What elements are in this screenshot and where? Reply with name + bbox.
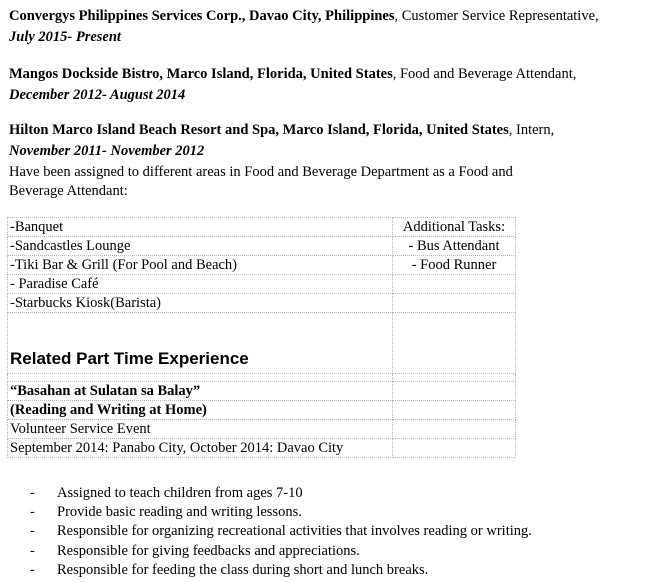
bullet-dash: - — [30, 504, 35, 521]
bullet-dash: - — [30, 561, 35, 578]
experience-description-line-1: Have been assigned to different areas in Food and Beverage Department as a Food and — [9, 164, 513, 180]
list-item — [30, 561, 532, 580]
table-row — [8, 313, 516, 374]
table-row — [8, 439, 516, 458]
empty-cell — [393, 420, 516, 439]
experience-entry-convergys — [9, 6, 644, 48]
experience-entry-hilton — [9, 120, 644, 162]
areas-table — [7, 217, 516, 458]
area-cell: -Banquet — [8, 218, 393, 237]
empty-cell — [8, 374, 393, 382]
table-row — [8, 374, 516, 382]
employment-period: December 2012- August 2014 — [9, 87, 186, 103]
empty-cell — [393, 382, 516, 401]
bullet-dash: - — [30, 523, 35, 540]
task-cell — [393, 275, 516, 294]
duty-text: Assigned to teach children from ages 7-10 — [57, 485, 303, 501]
list-item — [30, 503, 532, 522]
table-row — [8, 294, 516, 313]
event-type: Volunteer Service Event — [8, 420, 393, 439]
area-cell: - Paradise Café — [8, 275, 393, 294]
duty-text: Provide basic reading and writing lessons. — [57, 504, 302, 521]
experience-entry-mangos — [9, 64, 644, 106]
event-dates: September 2014: Panabo City, October 2014: Davao City — [8, 439, 393, 458]
job-role: , Food and Beverage Attendant, — [392, 66, 577, 82]
list-item — [30, 522, 532, 541]
employment-period: November 2011- November 2012 — [9, 143, 205, 159]
list-item — [30, 484, 532, 503]
task-cell: - Food Runner — [393, 256, 516, 275]
empty-cell — [393, 313, 516, 374]
table-row — [8, 420, 516, 439]
empty-cell — [393, 439, 516, 458]
table-row — [8, 382, 516, 401]
event-subtitle: (Reading and Writing at Home) — [8, 401, 393, 420]
duty-text: Responsible for giving feedbacks and appreciations. — [57, 542, 360, 559]
task-cell: - Bus Attendant — [393, 237, 516, 256]
area-cell: -Starbucks Kiosk(Barista) — [8, 294, 393, 313]
area-cell: -Sandcastles Lounge — [8, 237, 393, 256]
duties-list — [30, 484, 532, 580]
experience-description-line-2: Beverage Attendant: — [9, 183, 128, 199]
bullet-dash: - — [30, 542, 35, 559]
bullet-dash: - — [30, 485, 35, 501]
task-cell — [393, 294, 516, 313]
task-cell: Additional Tasks: — [393, 218, 516, 237]
table-row — [8, 401, 516, 420]
employer-name: Mangos Dockside Bistro, Marco Island, Florida, United States — [9, 66, 393, 82]
list-item — [30, 542, 532, 561]
empty-cell — [393, 401, 516, 420]
employer-name: Convergys Philippines Services Corp., Davao City, Philippines — [9, 8, 395, 24]
event-title: “Basahan at Sulatan sa Balay” — [8, 382, 393, 401]
employment-period: July 2015- Present — [9, 29, 121, 45]
section-heading-cell — [8, 313, 393, 374]
table-row — [8, 256, 516, 275]
job-role: , Intern, — [508, 122, 555, 138]
area-cell: -Tiki Bar & Grill (For Pool and Beach) — [8, 256, 393, 275]
table-row — [8, 275, 516, 294]
table-row — [8, 218, 516, 237]
section-heading: Related Part Time Experience — [10, 349, 249, 368]
employer-name: Hilton Marco Island Beach Resort and Spa, Marco Island, Florida, United States — [9, 122, 509, 138]
job-role: , Customer Service Representative, — [394, 8, 599, 24]
empty-cell — [393, 374, 516, 382]
duty-text: Responsible for organizing recreational activities that involves reading or writing. — [57, 523, 532, 540]
duty-text: Responsible for feeding the class during short and lunch breaks. — [57, 561, 429, 578]
table-row — [8, 237, 516, 256]
